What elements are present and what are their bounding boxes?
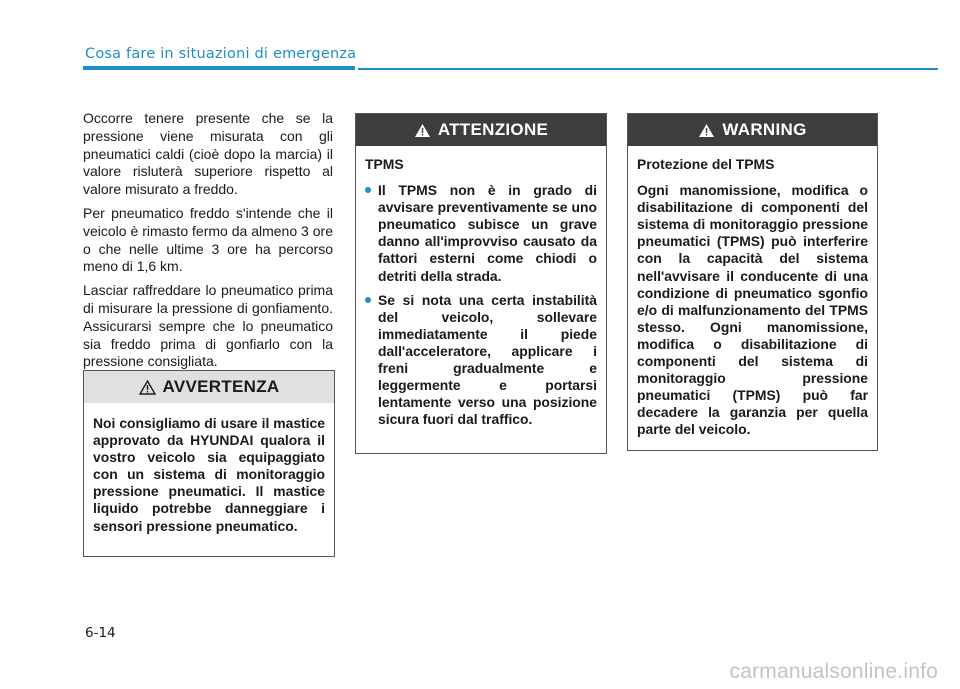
attenzione-bullet-list: [365, 182, 597, 428]
list-item: [365, 182, 597, 285]
body-text-column: [83, 110, 333, 377]
paragraph: Per pneumatico freddo s'intende che il veicolo è rimasto fermo da almeno 3 ore o che nelle ultime 3 ore ha percorso meno di 1,6 km.: [83, 204, 333, 275]
warning-text: Ogni manomissione, modifica o disabilitazione di componenti del sistema di monitoraggio pressione pneumatici (TPMS) può interferire con la capacità del sistema nell'avvisare il conducente di una condizione di pneumatico sgonfio e/o di malfunzionamento del TPMS stesso. Ogni manomissione, modifica o disabilitazione di componenti del sistema di monitoraggio pressione pneumatici (TPMS) può far decadere la garanzia per quella parte del veicolo.: [637, 182, 868, 438]
warning-title: WARNING: [722, 120, 807, 139]
warning-header: [628, 114, 877, 146]
bullet-icon: [365, 187, 371, 193]
header-rule-thick: [83, 66, 355, 70]
attenzione-heading: TPMS: [365, 156, 404, 172]
warning-triangle-icon: [414, 123, 431, 138]
avvertenza-body: [84, 403, 334, 545]
paragraph: Lasciar raffreddare lo pneumatico prima di misurare la pressione di gonfiamento. Assicurarsi sempre che lo pneumatico sia freddo prima di gonfiarlo con la pressione consigliata.: [83, 282, 333, 370]
list-item-text: Se si nota una certa instabilità del veicolo, sollevare immediatamente il piede dall'acceleratore, applicare i freni gradualmente e leggermente e portarsi lentamente verso una posizione sicura fuori dal traffico.: [378, 291, 597, 428]
watermark: carmanualsonline.info: [729, 660, 938, 683]
warning-body: [628, 146, 877, 449]
page-number: 6-14: [85, 625, 116, 641]
warning-box: [627, 113, 878, 451]
attenzione-title: ATTENZIONE: [437, 120, 549, 139]
avvertenza-text: Noi consigliamo di usare il mastice approvato da HYUNDAI qualora il vostro veicolo sia equipaggiato con un sistema di monitoraggio pressione pneumatici. Il mastice liquido potrebbe danneggiare i sensori pressione pneumatico.: [93, 415, 325, 534]
attenzione-box: [355, 113, 607, 454]
attenzione-body: [356, 146, 606, 445]
avvertenza-title: AVVERTENZA: [162, 377, 280, 396]
bullet-icon: [365, 297, 371, 303]
attenzione-header: [356, 114, 606, 146]
list-item-text: Il TPMS non è in grado di avvisare preventivamente se uno pneumatico subisce un grave danno all'improvviso causato da fattori esterni come chiodi o detriti della strada.: [378, 182, 597, 284]
avvertenza-box: [83, 370, 335, 557]
avvertenza-header: [84, 371, 334, 403]
list-item: [365, 292, 597, 429]
header-rule-thin: [358, 68, 938, 70]
warning-triangle-icon: [139, 380, 156, 395]
warning-triangle-icon: [698, 123, 715, 138]
section-title: Cosa fare in situazioni di emergenza: [85, 46, 357, 62]
paragraph: Occorre tenere presente che se la pressione viene misurata con gli pneumatici caldi (cioè dopo la marcia) il valore risluterà superiore rispetto al valore misurato a freddo.: [83, 110, 333, 198]
warning-heading: Protezione del TPMS: [637, 156, 775, 172]
